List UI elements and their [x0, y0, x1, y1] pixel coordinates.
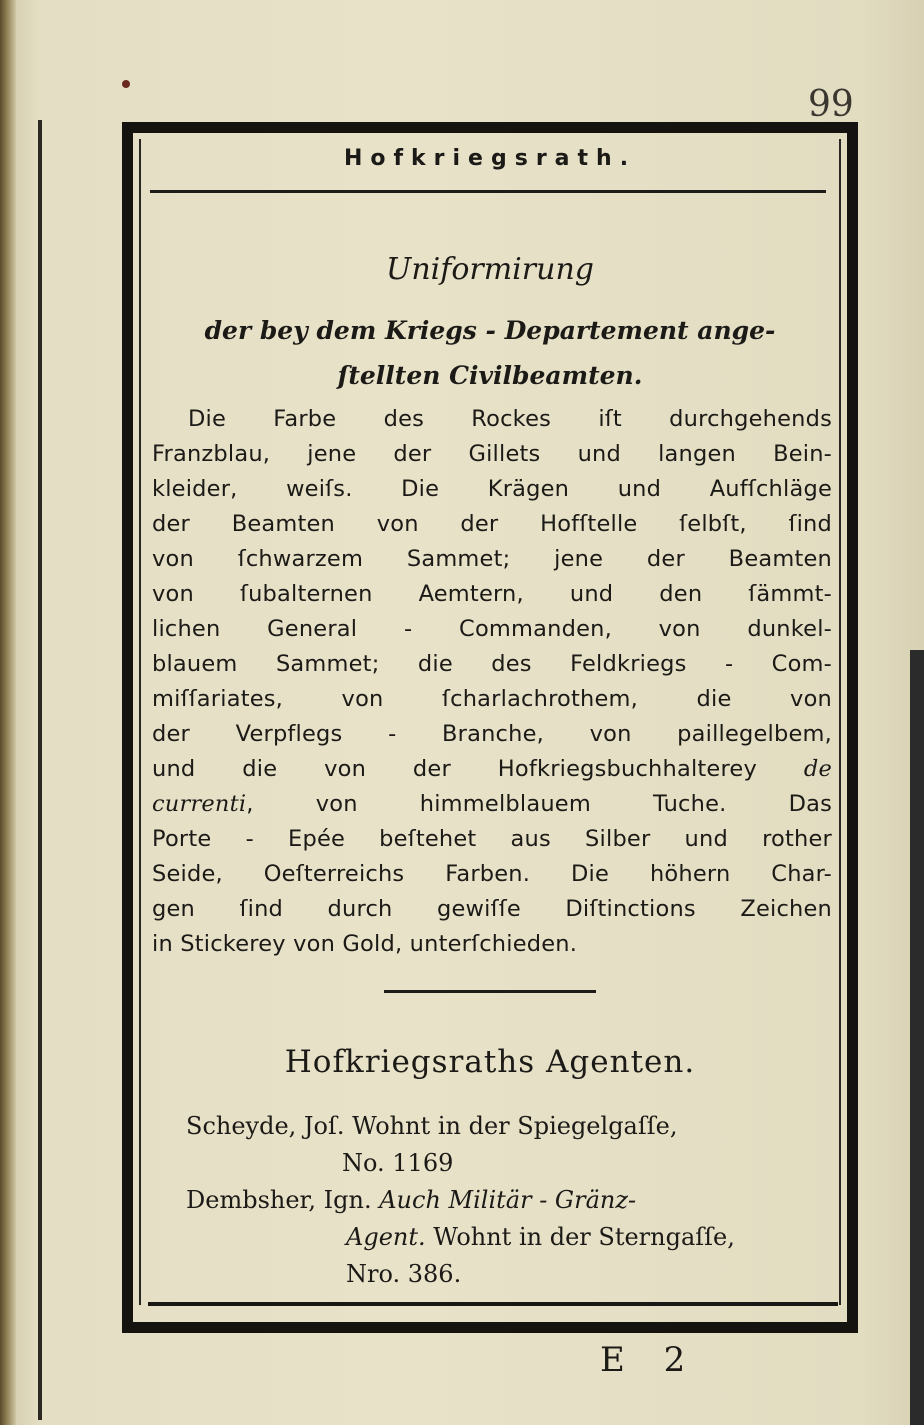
text-line: der Verpflegs - Branche, von paillegelbem,	[152, 721, 832, 747]
running-header: Hofkriegsrath.	[343, 146, 637, 171]
agent-role: Agent.	[346, 1223, 426, 1251]
header-rule	[150, 190, 826, 193]
text-line: Seide, Oeſterreichs Farben. Die höhern Char-	[152, 861, 832, 887]
text-line: der Beamten von der Hofſtelle ſelbſt, ſind	[152, 511, 832, 537]
printer-signature: E 2	[600, 1340, 700, 1380]
agents-list	[186, 1108, 836, 1293]
agent-address-number: Nro. 386.	[346, 1260, 462, 1288]
agent-entry	[186, 1182, 836, 1219]
text-segment: , von himmelblauem Tuche. Das	[246, 791, 832, 817]
left-margin-line	[38, 120, 42, 1420]
subtitle-line: ſtellten Civilbeamten.	[337, 361, 643, 390]
text-line	[152, 787, 832, 822]
ink-dot	[122, 80, 130, 88]
agent-name: Scheyde, Joſ.	[186, 1112, 345, 1140]
agent-address: Wohnt in der Sterngaſſe,	[433, 1223, 735, 1251]
latin-phrase: de	[803, 756, 832, 782]
agent-entry	[186, 1108, 836, 1145]
text-line: Die Farbe des Rockes iſt durchgehends	[188, 406, 832, 432]
bottom-border	[128, 1322, 854, 1333]
text-line: gen ſind durch gewiſſe Diſtinctions Zeichen	[152, 896, 832, 922]
text-line: von ſubalternen Aemtern, und den ſämmt-	[152, 581, 832, 607]
text-line: blauem Sammet; die des Feldkriegs - Com-	[152, 651, 832, 677]
section-divider	[384, 990, 596, 993]
uniform-description	[152, 402, 832, 962]
text-segment: und die von der Hofkriegsbuchhalterey	[152, 756, 757, 782]
text-line: Franzblau, jene der Gillets und langen Bein-	[152, 441, 832, 467]
text-line: von ſchwarzem Sammet; jene der Beamten	[152, 546, 832, 572]
agent-entry-continued	[186, 1219, 836, 1256]
page-number: 99	[808, 84, 854, 125]
agent-address-number: No. 1169	[342, 1149, 454, 1177]
agent-address: Wohnt in der Spiegelgaſſe,	[352, 1112, 678, 1140]
agent-role: Auch Militär - Gränz-	[379, 1186, 637, 1214]
book-spine-edge	[0, 0, 16, 1425]
text-line	[152, 752, 832, 787]
section-title-agents: Hofkriegsraths Agenten.	[284, 1044, 696, 1080]
latin-phrase: currenti	[152, 791, 247, 817]
text-line: lichen General - Commanden, von dunkel-	[152, 616, 832, 642]
right-edge-shadow	[910, 650, 924, 1425]
agent-name: Dembsher, Ign.	[186, 1186, 372, 1214]
text-line: in Stickerey von Gold, unterſchieden.	[152, 931, 578, 957]
subtitle-line: der bey dem Kriegs - Departement ange-	[204, 316, 776, 345]
section-title-uniform: Uniformirung	[386, 252, 594, 287]
text-line: miſſariates, von ſcharlachrothem, die von	[152, 686, 832, 712]
bottom-rule	[148, 1302, 838, 1306]
section-subtitle	[150, 308, 830, 398]
text-line: Porte - Epée beſtehet aus Silber und rother	[152, 826, 832, 852]
text-line: kleider, weiſs. Die Krägen und Aufſchläge	[152, 476, 832, 502]
